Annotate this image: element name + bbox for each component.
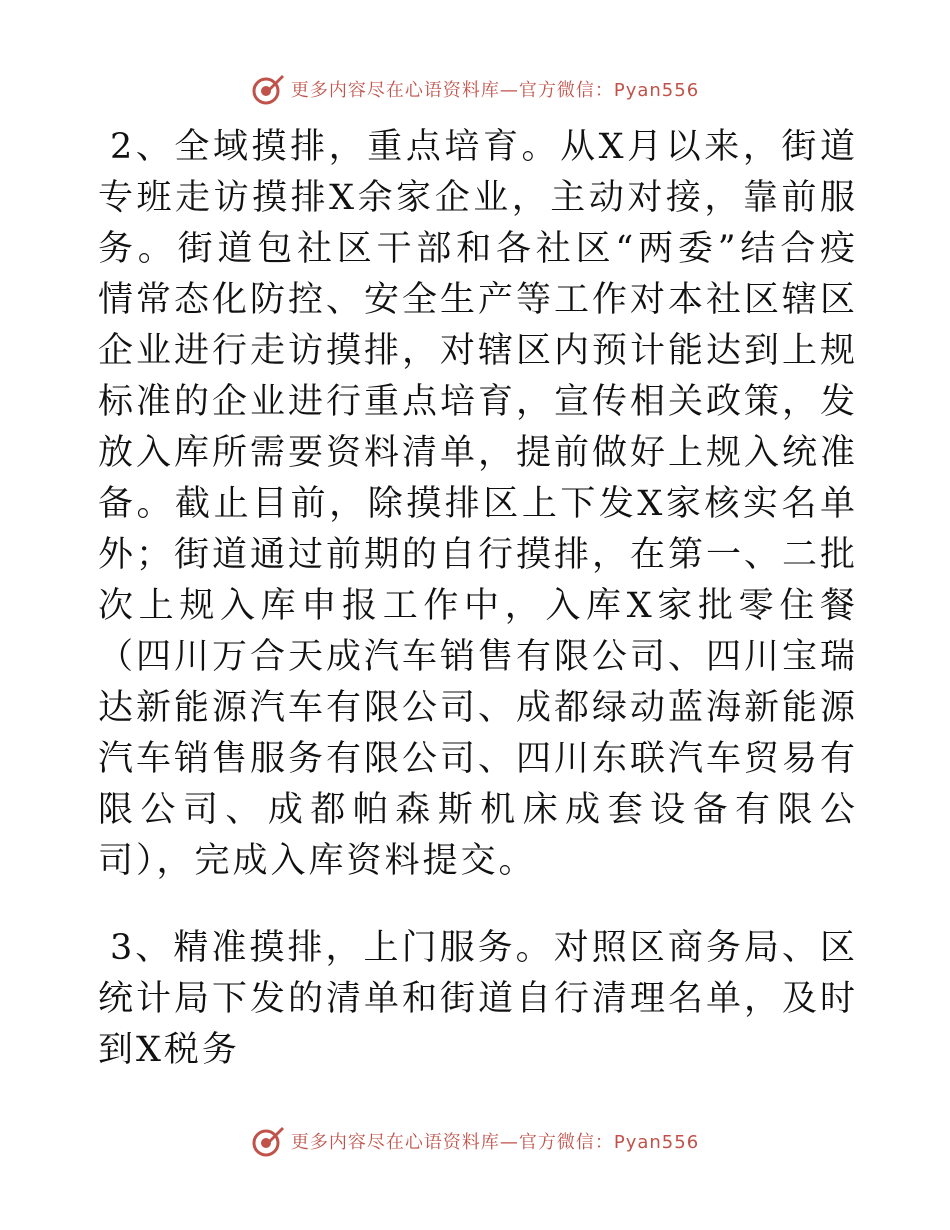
watermark-text: 更多内容尽在心语资料库—官方微信：Pyan556 (290, 1132, 700, 1153)
document-body (98, 122, 858, 1076)
watermark-header (0, 72, 950, 106)
paragraph: 3、精准摸排，上门服务。对照区商务局、区统计局下发的清单和街道自行清理名单，及时到X税务 (98, 928, 859, 1070)
watermark-text: 更多内容尽在心语资料库—官方微信：Pyan556 (290, 80, 700, 101)
watermark-footer (0, 1124, 950, 1158)
paragraph: 2、全域摸排，重点培育。从X月以来，街道专班走访摸排X余家企业，主动对接，靠前服务。街道包社区干部和各社区“两委”结合疫情常态化防控、安全生产等工作对本社区辖区企业进行走访摸排，对辖区内预计能达到上规标准的企业进行重点培育，宣传相关政策，发放入库所需要资料清单，提前做好上规入统准备。截止目前，除摸排区上下发X家核实名单外；街道通过前期的自行摸排，在第一、二批次上规入库申报工作中，入库X家批零住餐（四川万合天成汽车销售有限公司、四川宝瑞达新能源汽车有限公司、成都绿动蓝海新能源汽车销售服务有限公司、四川东联汽车贸易有限公司、成都帕森斯机床成套设备有限公司），完成入库资料提交。 (98, 127, 859, 881)
quill-logo-icon (251, 1124, 285, 1158)
quill-logo-icon (251, 72, 285, 106)
